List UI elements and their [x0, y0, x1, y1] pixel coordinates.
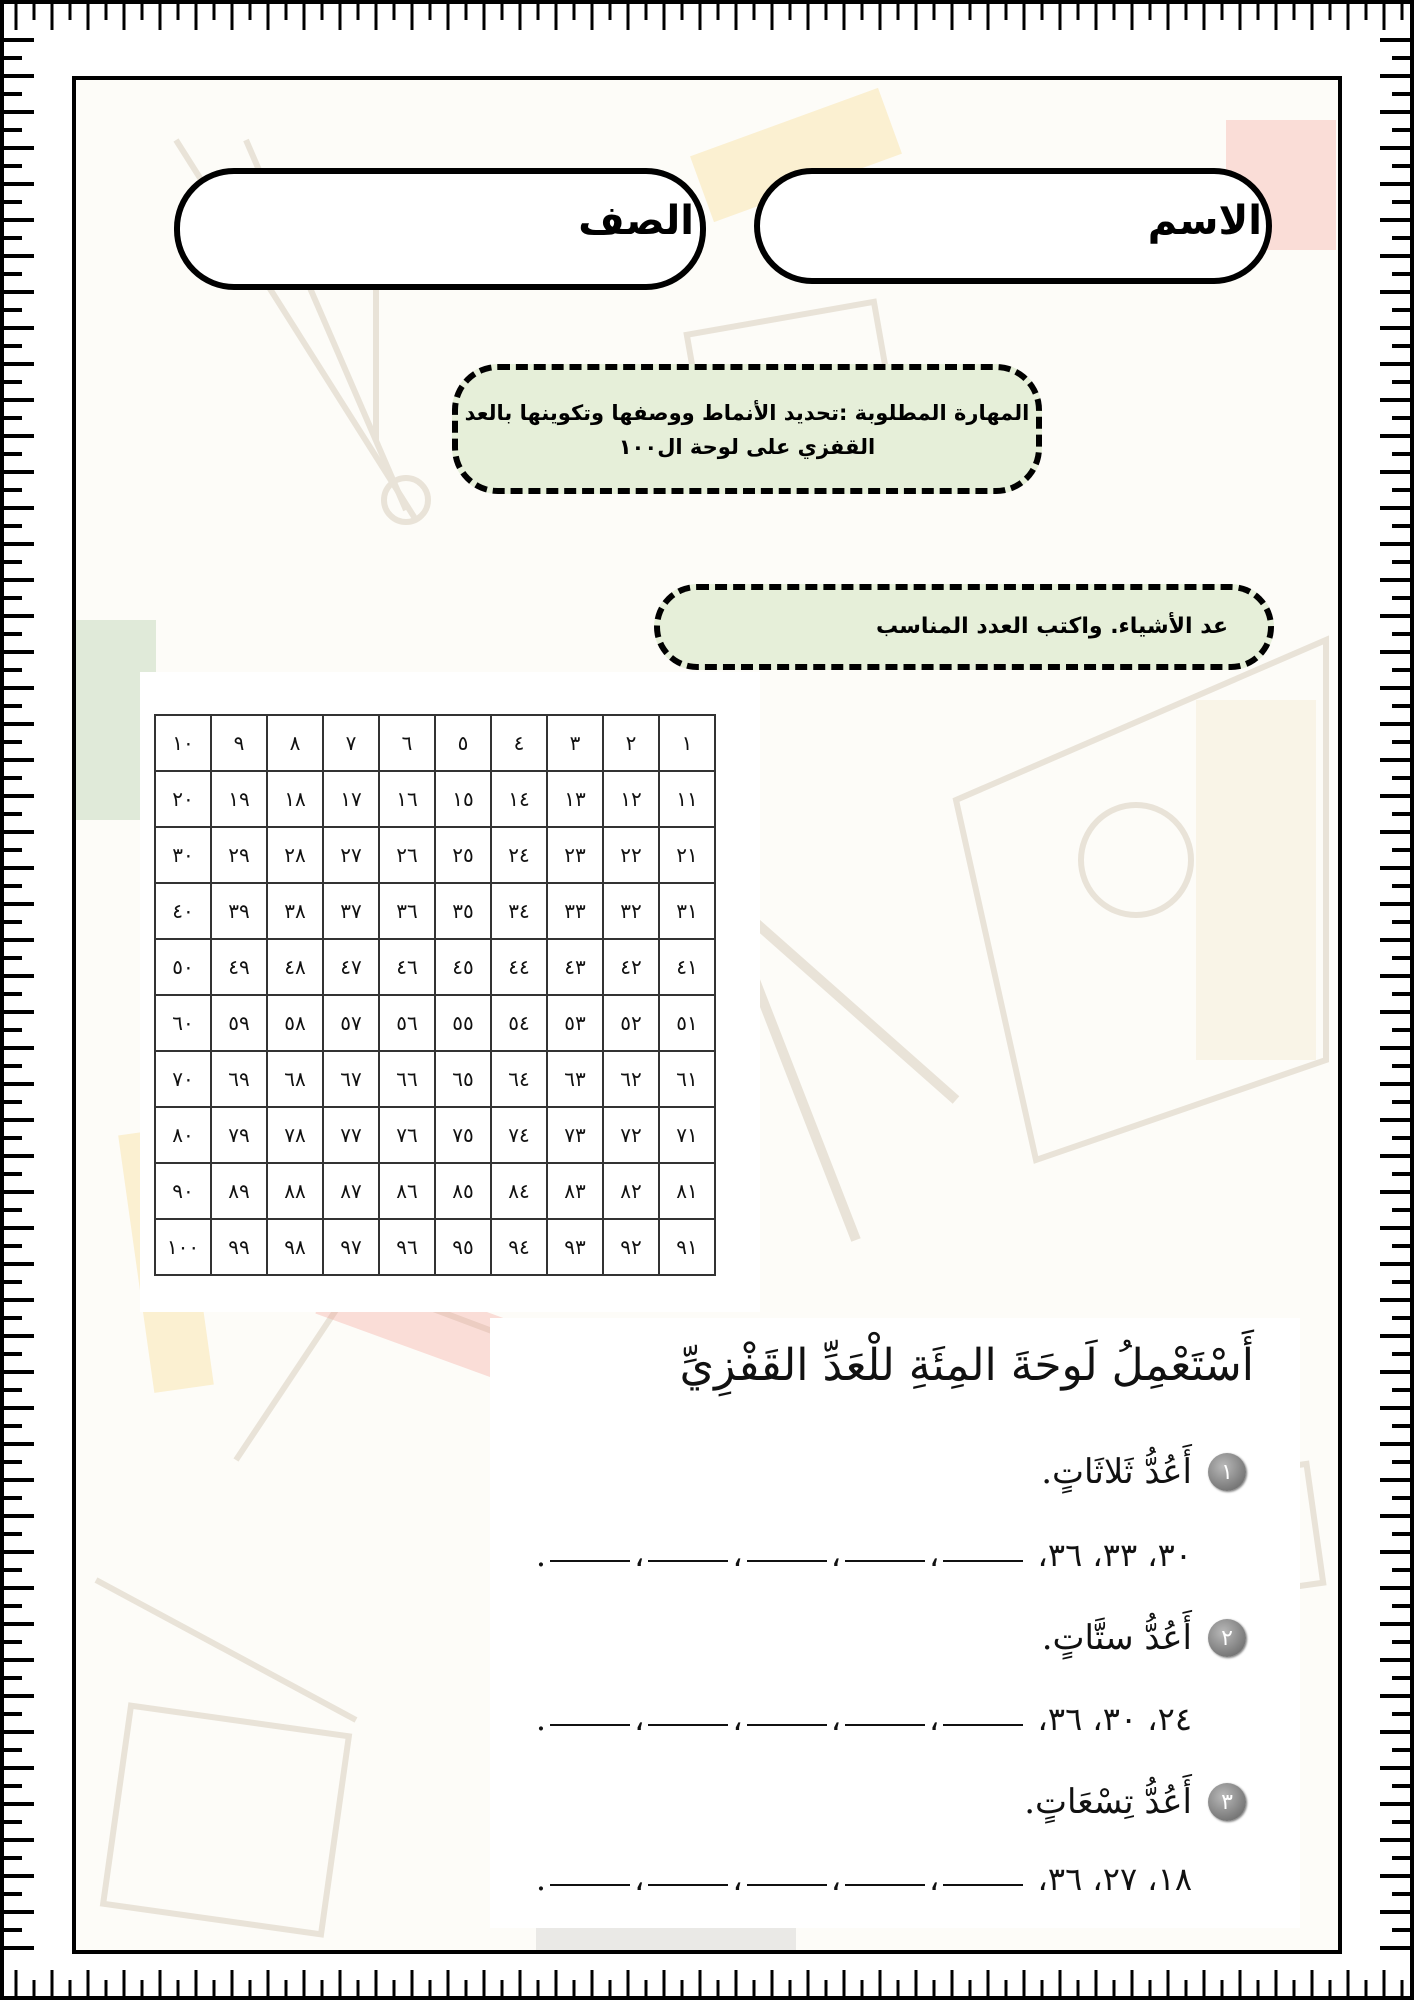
board-cell: ٢ — [603, 715, 659, 771]
answer-blank[interactable] — [747, 1718, 827, 1726]
board-cell: ٨٣ — [547, 1163, 603, 1219]
board-cell: ٢٧ — [323, 827, 379, 883]
board-cell: ٦ — [379, 715, 435, 771]
exercise-title: أَسْتَعْمِلُ لَوحَةَ المِئَةِ للْعَدِّ القَفْزِيِّ — [679, 1340, 1254, 1391]
board-cell: ١٣ — [547, 771, 603, 827]
question-prompt: أَعُدُّ ستَّاتٍ. — [1041, 1618, 1192, 1658]
board-cell: ٤٧ — [323, 939, 379, 995]
board-cell: ٩٨ — [267, 1219, 323, 1275]
skill-line-2: القفزي على لوحة ال١٠٠ — [618, 435, 876, 459]
board-cell: ٦٩ — [211, 1051, 267, 1107]
board-cell: ٩٩ — [211, 1219, 267, 1275]
given-numbers: ٢٤، ٣٠، ٣٦، — [1037, 1700, 1192, 1738]
board-cell: ٥٨ — [267, 995, 323, 1051]
board-cell: ٣٤ — [491, 883, 547, 939]
board-cell: ٦٥ — [435, 1051, 491, 1107]
answer-blank[interactable] — [845, 1878, 925, 1886]
name-label: الاسم — [1147, 198, 1262, 244]
board-cell: ٨٠ — [155, 1107, 211, 1163]
board-cell: ٢٣ — [547, 827, 603, 883]
board-cell: ٢٦ — [379, 827, 435, 883]
skill-box — [452, 364, 1042, 494]
board-row — [155, 939, 715, 995]
board-cell: ٥٠ — [155, 939, 211, 995]
board-cell: ٤٩ — [211, 939, 267, 995]
board-cell: ٨٤ — [491, 1163, 547, 1219]
board-cell: ٥٧ — [323, 995, 379, 1051]
board-row — [155, 1219, 715, 1275]
board-cell: ١١ — [659, 771, 715, 827]
board-cell: ٣٣ — [547, 883, 603, 939]
question-prompt: أَعُدُّ ثَلاثَاتٍ. — [1041, 1452, 1192, 1492]
board-cell: ٣١ — [659, 883, 715, 939]
answer-blank[interactable] — [747, 1554, 827, 1562]
sequence-3: ١٨، ٢٧، ٣٦، ،،،،. — [535, 1860, 1192, 1898]
answer-blank[interactable] — [943, 1554, 1023, 1562]
board-cell: ٥٤ — [491, 995, 547, 1051]
board-cell: ٣٨ — [267, 883, 323, 939]
board-cell: ١٩ — [211, 771, 267, 827]
sequence-1: ٣٠، ٣٣، ٣٦، ،،،،. — [535, 1536, 1192, 1574]
answer-blank[interactable] — [550, 1878, 630, 1886]
board-cell: ٥ — [435, 715, 491, 771]
board-cell: ٨٨ — [267, 1163, 323, 1219]
board-cell: ٩٧ — [323, 1219, 379, 1275]
board-cell: ٨٧ — [323, 1163, 379, 1219]
board-cell: ٣٠ — [155, 827, 211, 883]
question-prompt: أَعُدُّ تِسْعَاتٍ. — [1024, 1782, 1192, 1822]
question-number-badge: ٢ — [1208, 1619, 1246, 1657]
board-cell: ٨ — [267, 715, 323, 771]
board-cell: ٨٢ — [603, 1163, 659, 1219]
board-cell: ٦٧ — [323, 1051, 379, 1107]
sequence-end: . — [535, 1536, 547, 1574]
board-cell: ٩٠ — [155, 1163, 211, 1219]
board-cell: ٩٣ — [547, 1219, 603, 1275]
board-cell: ٣٦ — [379, 883, 435, 939]
task-instruction-box — [654, 584, 1274, 670]
board-cell: ٦٤ — [491, 1051, 547, 1107]
board-cell: ٩٤ — [491, 1219, 547, 1275]
board-cell: ٤٤ — [491, 939, 547, 995]
answer-blank[interactable] — [747, 1878, 827, 1886]
board-cell: ٤٨ — [267, 939, 323, 995]
board-row — [155, 827, 715, 883]
board-cell: ٢٤ — [491, 827, 547, 883]
sequence-2: ٢٤، ٣٠، ٣٦، ،،،،. — [535, 1700, 1192, 1738]
answer-blank[interactable] — [550, 1718, 630, 1726]
board-cell: ١٠ — [155, 715, 211, 771]
board-cell: ٤٦ — [379, 939, 435, 995]
board-cell: ٩ — [211, 715, 267, 771]
board-cell: ٨٦ — [379, 1163, 435, 1219]
board-cell: ٢١ — [659, 827, 715, 883]
board-cell: ٧٣ — [547, 1107, 603, 1163]
board-row — [155, 1107, 715, 1163]
board-cell: ٧٥ — [435, 1107, 491, 1163]
board-row — [155, 883, 715, 939]
board-cell: ٦١ — [659, 1051, 715, 1107]
board-cell: ٦٠ — [155, 995, 211, 1051]
board-cell: ٥٩ — [211, 995, 267, 1051]
board-cell: ٧٨ — [267, 1107, 323, 1163]
board-cell: ٤٢ — [603, 939, 659, 995]
board-cell: ٣٢ — [603, 883, 659, 939]
board-cell: ٥١ — [659, 995, 715, 1051]
board-cell: ٩٦ — [379, 1219, 435, 1275]
board-cell: ٩٥ — [435, 1219, 491, 1275]
board-cell: ٨٩ — [211, 1163, 267, 1219]
board-cell: ٧٢ — [603, 1107, 659, 1163]
board-cell: ٥٣ — [547, 995, 603, 1051]
board-cell: ١٤ — [491, 771, 547, 827]
board-cell: ٧١ — [659, 1107, 715, 1163]
skill-line-1: المهارة المطلوبة :تحديد الأنماط ووصفها وتكوينها بالعد — [464, 401, 1030, 425]
board-cell: ٨٥ — [435, 1163, 491, 1219]
board-cell: ٧٠ — [155, 1051, 211, 1107]
board-cell: ٣ — [547, 715, 603, 771]
board-cell: ١٨ — [267, 771, 323, 827]
board-row — [155, 715, 715, 771]
answer-blank[interactable] — [845, 1718, 925, 1726]
board-cell: ٢٢ — [603, 827, 659, 883]
board-cell: ١٥ — [435, 771, 491, 827]
board-cell: ٧٦ — [379, 1107, 435, 1163]
board-cell: ٢٠ — [155, 771, 211, 827]
board-row — [155, 995, 715, 1051]
board-row — [155, 1163, 715, 1219]
question-2 — [1042, 1618, 1246, 1658]
answer-blank[interactable] — [648, 1554, 728, 1562]
board-cell: ٦٢ — [603, 1051, 659, 1107]
class-label: الصف — [578, 198, 694, 244]
given-numbers: ١٨، ٢٧، ٣٦، — [1037, 1860, 1192, 1898]
sequence-end: . — [535, 1700, 547, 1738]
given-numbers: ٣٠، ٣٣، ٣٦، — [1037, 1536, 1192, 1574]
board-cell: ٩٢ — [603, 1219, 659, 1275]
board-cell: ٧ — [323, 715, 379, 771]
board-cell: ٩١ — [659, 1219, 715, 1275]
question-number-badge: ٣ — [1208, 1783, 1246, 1821]
board-row — [155, 771, 715, 827]
answer-blank[interactable] — [648, 1718, 728, 1726]
board-cell: ١٢ — [603, 771, 659, 827]
task-instruction: عد الأشياء. واكتب العدد المناسب — [876, 614, 1228, 639]
board-cell: ٢٩ — [211, 827, 267, 883]
question-number-badge: ١ — [1208, 1453, 1246, 1491]
answer-blank[interactable] — [943, 1878, 1023, 1886]
board-cell: ١٧ — [323, 771, 379, 827]
board-cell: ٣٩ — [211, 883, 267, 939]
board-cell: ٨١ — [659, 1163, 715, 1219]
board-cell: ٥٥ — [435, 995, 491, 1051]
board-cell: ٢٥ — [435, 827, 491, 883]
board-cell: ٣٧ — [323, 883, 379, 939]
sequence-end: . — [535, 1860, 547, 1898]
hundred-board — [154, 714, 716, 1276]
answer-blank[interactable] — [943, 1718, 1023, 1726]
board-cell: ٢٨ — [267, 827, 323, 883]
answer-blank[interactable] — [845, 1554, 925, 1562]
board-cell: ٧٤ — [491, 1107, 547, 1163]
board-cell: ١ — [659, 715, 715, 771]
board-cell: ٥٦ — [379, 995, 435, 1051]
board-cell: ٧٩ — [211, 1107, 267, 1163]
board-cell: ٥٢ — [603, 995, 659, 1051]
board-cell: ٤١ — [659, 939, 715, 995]
board-cell: ٤٠ — [155, 883, 211, 939]
board-cell: ٤ — [491, 715, 547, 771]
board-cell: ٤٣ — [547, 939, 603, 995]
board-cell: ٤٥ — [435, 939, 491, 995]
board-cell: ٧٧ — [323, 1107, 379, 1163]
board-cell: ٦٨ — [267, 1051, 323, 1107]
board-cell: ٦٦ — [379, 1051, 435, 1107]
answer-blank[interactable] — [648, 1878, 728, 1886]
board-row — [155, 1051, 715, 1107]
question-3 — [1024, 1782, 1246, 1822]
answer-blank[interactable] — [550, 1554, 630, 1562]
board-cell: ٦٣ — [547, 1051, 603, 1107]
board-cell: ١٦ — [379, 771, 435, 827]
board-cell: ١٠٠ — [155, 1219, 211, 1275]
question-1 — [1041, 1452, 1246, 1492]
board-cell: ٣٥ — [435, 883, 491, 939]
